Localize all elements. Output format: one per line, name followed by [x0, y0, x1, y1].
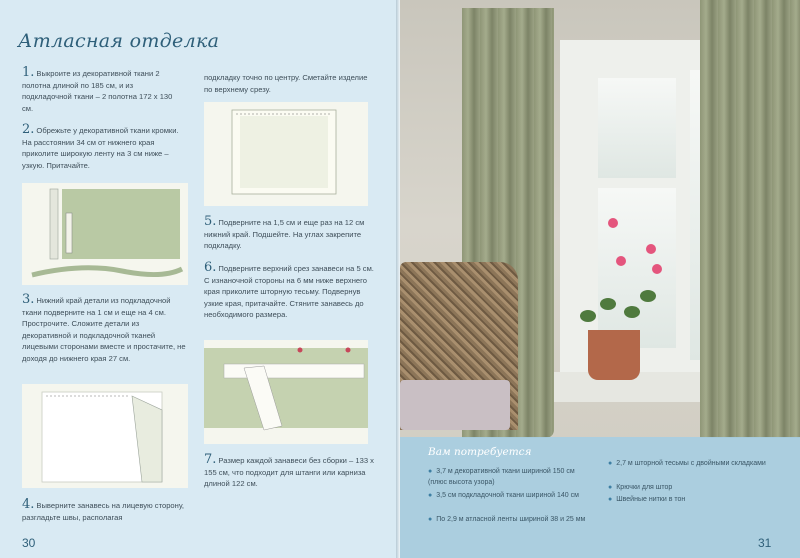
chair-cushion: [400, 380, 510, 430]
step-5: 5. Подверните на 1,5 см и еще раз на 12 см нижний край. Подшейте. На углах закрепите подкладку.: [204, 214, 365, 250]
material-item: ● 3,5 см подкладочной ткани шириной 140 см: [428, 492, 579, 499]
material-item: ● По 2,9 м атласной ленты шириной 38 и 25 мм: [428, 516, 586, 523]
illustration-baste: [204, 102, 368, 206]
material-item: ● 2,7 м шторной тесьмы с двойными складками: [608, 460, 766, 467]
page-title: Атласная отделка: [18, 30, 220, 52]
page-number-left: 30: [22, 536, 36, 550]
window-pane: [598, 78, 676, 178]
curtain-right: [700, 0, 800, 438]
leaf: [640, 290, 656, 302]
step-7: 7. Размер каждой занавеси без сборки – 133 х 155 см, что подходит для штанги или карниза длиной 122 см.: [204, 452, 374, 488]
material-item: ● Швейные нитки в тон: [608, 496, 686, 503]
geranium-flower: [652, 264, 662, 274]
flower-pot: [588, 330, 640, 380]
geranium-flower: [646, 244, 656, 254]
material-item: ● 3,7 м декоративной ткани шириной 150 см (плюс высота узора): [428, 468, 575, 486]
step-4: 4. Выверните занавесь на лицевую сторону, разгладьте швы, располагая: [22, 497, 184, 522]
leaf: [624, 306, 640, 318]
left-page: [0, 0, 398, 558]
step-2: 2. Обрежьте у декоративной ткани кромки. На расстоянии 34 см от нижнего края приколите широкую ленту на 3 см ниже – узкую. Притачайте.: [22, 122, 179, 170]
step-1: 1. Выкроите из декоративной ткани 2 полотна длиной по 185 см, и из подкладочной ткани – 2 полотна 172 х 130 см.: [22, 65, 173, 113]
geranium-flower: [616, 256, 626, 266]
materials-title: Вам потребуется: [428, 446, 532, 458]
leaf: [580, 310, 596, 322]
tape-sketch: [204, 340, 368, 444]
step-3: 3. Нижний край детали из подкладочной ткани подверните на 1 см и еще на 4 см. Прострочите. Сложите детали из декоративной и подкладочной тканей лицевыми сторонами вместе и простачите, не доходя до нижнего края 27 см.: [22, 292, 186, 363]
leaf: [600, 298, 616, 310]
page-number-right: 31: [758, 536, 772, 550]
illustration-ribbon: [22, 183, 188, 285]
geranium-flower: [608, 218, 618, 228]
illustration-tape: [204, 340, 368, 444]
baste-sketch: [204, 102, 368, 206]
ribbon-sketch: [22, 183, 188, 285]
step-4-continued: подкладку точно по центру. Сметайте изделие по верхнему срезу.: [204, 73, 368, 94]
lining-sketch: [22, 384, 188, 488]
illustration-lining: [22, 384, 188, 488]
material-item: ● Крючки для штор: [608, 484, 673, 491]
step-6: 6. Подверните верхний срез занавеси на 5 см. С изнаночной стороны на 6 мм ниже верхнего края приколите шторную тесьму. Подвернув узкие края, притачайте. Стяните занавесь до необходимого размера.: [204, 260, 374, 319]
window-pane: [598, 188, 676, 348]
